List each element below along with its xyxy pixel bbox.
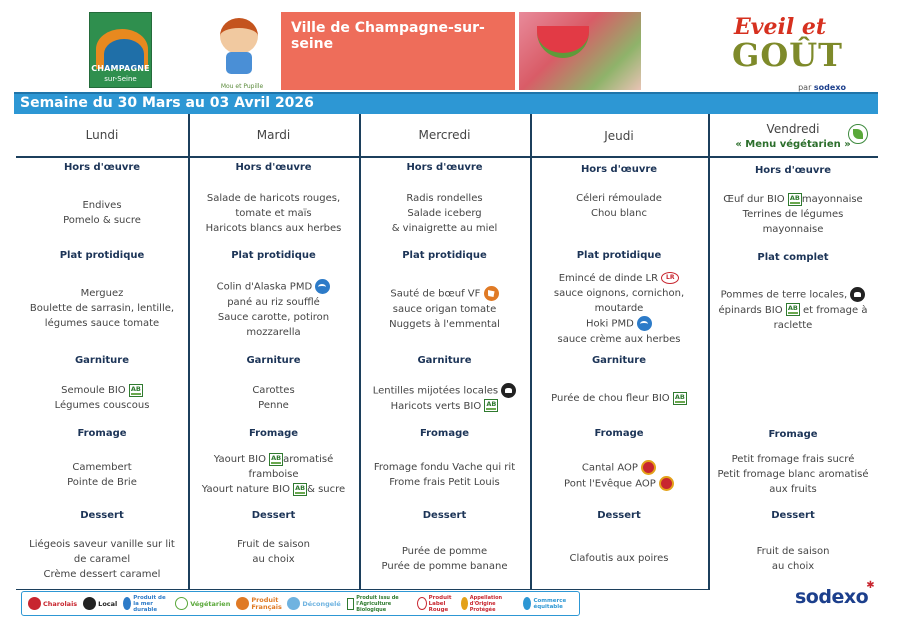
section-starter: Hors d'œuvre: [235, 162, 312, 173]
watermelon-photo: [519, 12, 641, 90]
dish-list: Emincé de dinde LR LR sauce oignons, cornichon, moutarde Hoki PMD sauce crème aux herbes: [530, 271, 708, 347]
section-main-complete: Plat complet: [757, 252, 829, 263]
label-rouge-icon: [417, 597, 427, 610]
section-side: Garniture: [246, 355, 301, 366]
mascot-illustration: [214, 12, 270, 90]
section-cheese: Fromage: [768, 429, 818, 440]
section-dessert: Dessert: [422, 510, 467, 521]
dish-list: Colin d'Alaska PMD pané au riz soufflé Sauce carotte, potiron mozzarella: [188, 279, 359, 340]
bio-icon: [269, 453, 283, 466]
mascot-caption: Mou et Pupille: [220, 83, 264, 90]
dish-list: Salade de haricots rouges, tomate et maïs Haricots blancs aux herbes: [205, 193, 342, 234]
equitable-icon: [523, 597, 531, 610]
dish-list: Céleri rémoulade Chou blanc: [576, 193, 662, 219]
section-side: Garniture: [74, 355, 130, 366]
dish-list: Sauté de bœuf VF sauce origan tomate Nuggets à l'emmental: [359, 286, 530, 332]
brand-line1: Eveil et: [734, 14, 827, 40]
section-cheese: Fromage: [419, 428, 470, 439]
dish-list: Semoule BIO AB Légumes couscous: [16, 383, 188, 413]
day-name: Mercredi: [418, 128, 471, 142]
dish-list: Carottes Penne: [252, 385, 295, 411]
eveil-et-gout-logo: [732, 12, 850, 94]
city-logo: [89, 12, 152, 88]
brand-by: par sodexo: [798, 83, 846, 92]
francais-icon: [236, 597, 249, 610]
dish-list: Endives Pomelo & sucre: [63, 200, 141, 226]
menu-vegetarien-label: « Menu végétarien »: [735, 139, 851, 150]
week-title: Semaine du 30 Mars au 03 Avril 2026: [20, 95, 314, 111]
mascot-head: [220, 18, 258, 54]
dish-list: Yaourt BIO AB aromatisé framboise Yaourt nature BIO AB & sucre: [188, 452, 359, 497]
vegetarian-icon: [848, 124, 868, 144]
legend-item: Produit issu de l'Agriculture Biologique: [347, 595, 411, 613]
brand-line2: GOÛT: [732, 36, 843, 74]
title-banner: [281, 12, 515, 90]
day-column-jeudi: [530, 114, 708, 590]
legend-item: Produit Label Rouge: [417, 595, 455, 613]
sustainable-fish-icon: [637, 316, 652, 331]
aop-icon: [659, 476, 674, 491]
aop-icon: [461, 597, 468, 610]
dish-list: Cantal AOP Pont l'Evêque AOP: [530, 460, 708, 491]
vegetarien-icon: [175, 597, 188, 610]
page-title: Ville de Champagne-sur-seine: [291, 20, 485, 52]
day-name: Lundi: [85, 128, 119, 142]
menu-grid: [16, 114, 878, 590]
week-banner: [14, 92, 878, 114]
label-rouge-icon: [661, 272, 679, 284]
dish-list: Radis rondelles Salade iceberg & vinaigrette au miel: [391, 193, 498, 234]
section-dessert: Dessert: [80, 510, 124, 521]
decongele-icon: [287, 597, 300, 610]
section-main: Plat protidique: [402, 250, 487, 261]
section-cheese: Fromage: [594, 428, 644, 439]
section-cheese: Fromage: [248, 428, 299, 439]
day-name: Vendredi: [766, 122, 820, 136]
bio-icon: [347, 598, 354, 610]
dish-list: Liégeois saveur vanille sur lit de caramel Crème dessert caramel: [29, 539, 175, 580]
section-dessert: Dessert: [771, 510, 815, 521]
section-side: Garniture: [417, 355, 472, 366]
dish-list: Œuf dur BIO AB mayonnaise Terrines de légumes mayonnaise: [708, 192, 878, 237]
section-starter: Hors d'œuvre: [754, 165, 832, 176]
city-logo-sub: sur-Seine: [104, 75, 137, 83]
legend-item: Commerce équitable: [523, 597, 573, 610]
bio-icon: [786, 303, 800, 316]
day-column-mardi: [188, 114, 359, 590]
section-main: Plat protidique: [231, 250, 316, 261]
bio-icon: [129, 384, 143, 397]
dish-list: Fruit de saison au choix: [237, 539, 310, 565]
dish-list: Fromage fondu Vache qui rit Frome frais Petit Louis: [373, 462, 516, 488]
french-product-icon: [484, 286, 499, 301]
day-column-vendredi: [708, 114, 878, 590]
legend-item: Appellation d'Origine Protégée: [461, 595, 518, 613]
durable-icon: [123, 597, 131, 610]
legend-item: Charolais: [28, 597, 77, 610]
legend: [21, 591, 580, 616]
star-icon: ✱: [866, 580, 875, 591]
dish-list: Pommes de terre locales, épinards BIO AB et fromage à raclette: [708, 287, 878, 333]
aop-icon: [641, 460, 656, 475]
bio-icon: [673, 392, 687, 405]
legend-item: Végétarien: [175, 597, 230, 610]
section-dessert: Dessert: [597, 510, 641, 521]
section-dessert: Dessert: [251, 510, 296, 521]
sustainable-fish-icon: [315, 279, 330, 294]
legend-item: Décongelé: [287, 597, 340, 610]
bio-icon: [293, 483, 307, 496]
day-name: Jeudi: [604, 129, 634, 143]
dish-list: Lentilles mijotées locales Haricots verts BIO AB: [359, 383, 530, 414]
section-starter: Hors d'œuvre: [63, 162, 141, 173]
dish-list: Clafoutis aux poires: [569, 553, 669, 564]
bio-icon: [788, 193, 802, 206]
watermelon-slice: [537, 26, 589, 58]
local-icon: [501, 383, 516, 398]
legend-item: Produit de la mer durable: [123, 595, 169, 613]
section-main: Plat protidique: [576, 250, 662, 261]
legend-item: Produit Français: [236, 597, 281, 611]
dish-list: Camembert Pointe de Brie: [67, 462, 137, 488]
dish-list: Purée de chou fleur BIO AB: [530, 391, 708, 406]
dish-list: Fruit de saison au choix: [756, 546, 830, 572]
section-side: Garniture: [591, 355, 647, 366]
section-starter: Hors d'œuvre: [406, 162, 483, 173]
dish-list: Petit fromage frais sucré Petit fromage blanc aromatisé aux fruits: [717, 454, 869, 495]
city-logo-name: CHAMPAGNE: [91, 64, 150, 73]
dish-list: Purée de pomme Purée de pomme banane: [381, 546, 508, 572]
section-cheese: Fromage: [77, 428, 127, 439]
local-icon: [83, 597, 96, 610]
section-main: Plat protidique: [59, 250, 145, 261]
day-name: Mardi: [256, 128, 291, 142]
dish-list: Merguez Boulette de sarrasin, lentille, légumes sauce tomate: [29, 288, 175, 329]
mascot-body: [226, 52, 252, 74]
legend-item: Local: [83, 597, 117, 610]
local-icon: [850, 287, 865, 302]
bio-icon: [484, 399, 498, 412]
day-column-lundi: [16, 114, 188, 590]
day-column-mercredi: [359, 114, 530, 590]
sodexo-logo: sodexo ✱: [795, 580, 875, 608]
section-starter: Hors d'œuvre: [580, 164, 658, 175]
charolais-icon: [28, 597, 41, 610]
